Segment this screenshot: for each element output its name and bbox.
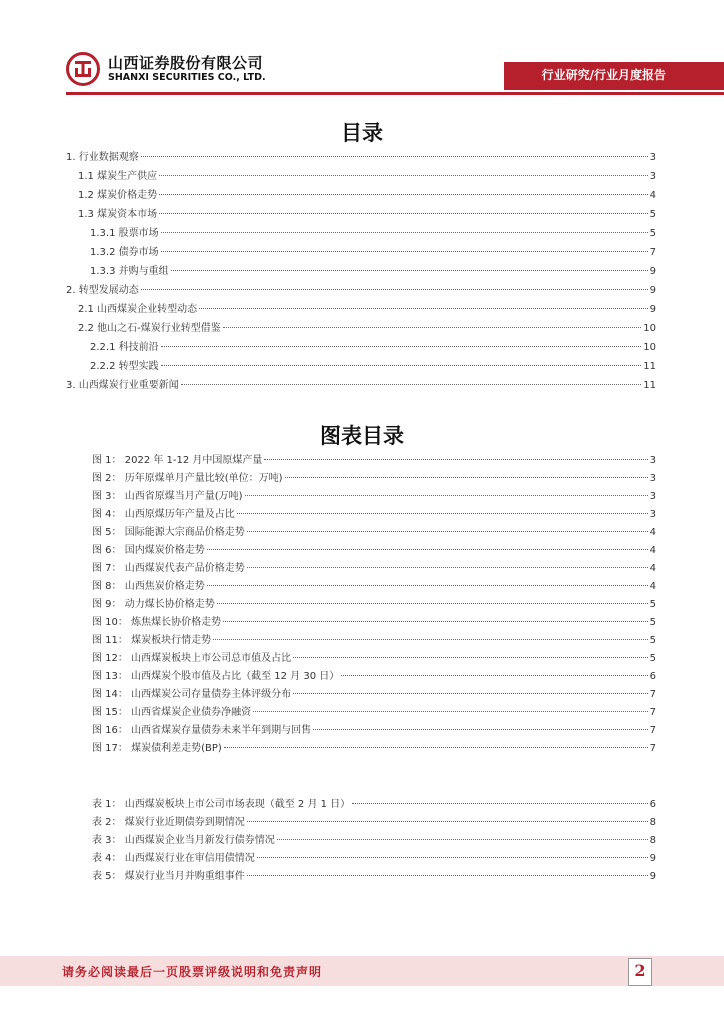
figure-entry-number: 图 12：	[92, 653, 128, 664]
dot-leader	[161, 251, 648, 252]
figure-entry[interactable]	[92, 489, 656, 505]
dot-leader	[285, 477, 648, 478]
figure-entry-number: 图 15：	[92, 707, 128, 718]
toc-entry[interactable]	[66, 378, 656, 394]
figure-entry-page: 3	[649, 491, 656, 502]
toc-entry[interactable]	[90, 340, 656, 356]
figure-entry-page: 7	[649, 725, 656, 736]
figure-entry-text: 山西煤炭个股市值及占比（截至 12 月 30 日）	[131, 671, 340, 682]
figure-entry[interactable]	[92, 543, 656, 559]
toc-entry-number: 1.	[66, 152, 76, 163]
figure-entry[interactable]	[92, 669, 656, 685]
toc-entry-number: 1.3.3	[90, 266, 116, 277]
figure-entry-number: 图 5：	[92, 527, 122, 538]
toc-entry-text: 煤炭资本市场	[97, 209, 158, 220]
dot-leader	[313, 729, 648, 730]
figure-entry[interactable]	[92, 507, 656, 523]
figure-entry-page: 4	[649, 563, 656, 574]
figure-entry[interactable]	[92, 597, 656, 613]
figure-entry-text: 动力煤长协价格走势	[124, 599, 215, 610]
figure-entry-text: 煤炭债利差走势(BP)	[131, 743, 222, 754]
figure-entry[interactable]	[92, 453, 656, 469]
dot-leader	[223, 327, 642, 328]
toc-entry-page: 10	[643, 323, 656, 334]
figure-entry-number: 图 1：	[92, 455, 122, 466]
figure-entry-text: 国际能源大宗商品价格走势	[124, 527, 245, 538]
dot-leader	[171, 270, 648, 271]
table-entry-page: 8	[649, 835, 656, 846]
dot-leader	[247, 567, 648, 568]
figure-entry-text: 山西煤炭板块上市公司总市值及占比	[131, 653, 292, 664]
figure-entry[interactable]	[92, 651, 656, 667]
figure-entry-number: 图 16：	[92, 725, 128, 736]
toc-entry[interactable]	[78, 169, 656, 185]
figure-entry[interactable]	[92, 687, 656, 703]
report-type-label: 行业研究/行业月度报告	[541, 68, 666, 82]
dot-leader	[293, 693, 648, 694]
figure-entry-number: 图 2：	[92, 473, 122, 484]
toc-entry-number: 1.1	[78, 171, 94, 182]
table-entry-text: 山西煤炭行业在审信用债情况	[124, 853, 255, 864]
toc-entry-text: 并购与重组	[118, 266, 169, 277]
table-entry[interactable]	[92, 815, 656, 831]
footer-disclaimer: 请务必阅读最后一页股票评级说明和免责声明	[62, 965, 323, 979]
figure-entry[interactable]	[92, 723, 656, 739]
table-entry[interactable]	[92, 833, 656, 849]
toc-entry-number: 2.2.1	[90, 342, 116, 353]
toc-entry[interactable]	[78, 188, 656, 204]
dot-leader	[237, 513, 648, 514]
dot-leader	[161, 365, 642, 366]
figure-entry-page: 4	[649, 581, 656, 592]
toc-entry-text: 转型实践	[118, 361, 159, 372]
figure-entry-page: 6	[649, 671, 656, 682]
dot-leader	[257, 857, 648, 858]
figure-entry-page: 5	[649, 599, 656, 610]
toc-entry-text: 股票市场	[118, 228, 159, 239]
figure-entry[interactable]	[92, 579, 656, 595]
toc-title: 目录	[341, 121, 383, 145]
figure-entry-page: 4	[649, 545, 656, 556]
toc-entry-text: 科技前沿	[118, 342, 159, 353]
toc-entry[interactable]	[78, 302, 656, 318]
figure-entry-number: 图 13：	[92, 671, 128, 682]
toc-entry-page: 9	[649, 266, 656, 277]
dot-leader	[141, 289, 648, 290]
company-logo-icon	[66, 52, 100, 86]
figure-entry-text: 山西省煤炭存量债券未来半年到期与回售	[131, 725, 312, 736]
toc-entry-number: 1.2	[78, 190, 94, 201]
toc-entry-number: 1.3.1	[90, 228, 116, 239]
dot-leader	[224, 747, 648, 748]
dot-leader	[293, 657, 648, 658]
figure-entry-text: 山西煤炭代表产品价格走势	[124, 563, 245, 574]
figure-entry-text: 历年原煤单月产量比较(单位：万吨)	[124, 473, 283, 484]
figure-entry-page: 7	[649, 689, 656, 700]
header-divider	[66, 92, 724, 95]
figure-entry-page: 3	[649, 509, 656, 520]
dot-leader	[253, 711, 648, 712]
toc-entry-text: 转型发展动态	[78, 285, 139, 296]
dot-leader	[264, 459, 647, 460]
toc-entry-page: 3	[649, 152, 656, 163]
toc-entry-number: 2.2.2	[90, 361, 116, 372]
toc-entry-number: 2.2	[78, 323, 94, 334]
dot-leader	[247, 821, 648, 822]
toc-entry-page: 11	[643, 380, 656, 391]
dot-leader	[161, 346, 642, 347]
figure-entry-number: 图 7：	[92, 563, 122, 574]
table-entry-number: 表 2：	[92, 817, 122, 828]
dot-leader	[352, 803, 647, 804]
figure-entry-number: 图 6：	[92, 545, 122, 556]
figure-entry-number: 图 14：	[92, 689, 128, 700]
table-entry-number: 表 5：	[92, 871, 122, 882]
toc-entry-number: 1.3.2	[90, 247, 116, 258]
figure-entry-text: 国内煤炭价格走势	[124, 545, 205, 556]
figure-entry-page: 4	[649, 527, 656, 538]
toc-entry-text: 煤炭生产供应	[97, 171, 158, 182]
dot-leader	[199, 308, 648, 309]
figure-entry-number: 图 11：	[92, 635, 128, 646]
dot-leader	[217, 603, 648, 604]
figure-entry-number: 图 17：	[92, 743, 128, 754]
dot-leader	[159, 194, 648, 195]
figure-entry[interactable]	[92, 705, 656, 721]
toc-entry[interactable]	[78, 207, 656, 223]
figure-entry[interactable]	[92, 615, 656, 631]
figure-entry-text: 2022 年 1-12 月中国原煤产量	[124, 455, 263, 466]
figure-entry-number: 图 8：	[92, 581, 122, 592]
figure-entry-text: 山西省原煤当月产量(万吨)	[124, 491, 243, 502]
toc-entry[interactable]	[78, 321, 656, 337]
figure-entry[interactable]	[92, 633, 656, 649]
figure-entry-page: 5	[649, 653, 656, 664]
figure-entry[interactable]	[92, 525, 656, 541]
dot-leader	[207, 585, 648, 586]
toc-entry[interactable]	[90, 264, 656, 280]
page-number: 2	[634, 961, 646, 980]
figure-entry-text: 山西原煤历年产量及占比	[124, 509, 235, 520]
figure-entry-text: 山西省煤炭企业债券净融资	[131, 707, 252, 718]
figure-entry-number: 图 9：	[92, 599, 122, 610]
figure-entry-page: 3	[649, 455, 656, 466]
toc-entry[interactable]	[66, 150, 656, 166]
toc-entry-text: 他山之石-煤炭行业转型借鉴	[97, 323, 221, 334]
toc-entry-page: 10	[643, 342, 656, 353]
figure-entry-page: 7	[649, 743, 656, 754]
figure-index-title: 图表目录	[320, 424, 404, 448]
table-entry-text: 煤炭行业近期债券到期情况	[124, 817, 245, 828]
toc-entry-number: 2.	[66, 285, 76, 296]
dot-leader	[341, 675, 647, 676]
figure-entry-page: 5	[649, 635, 656, 646]
dot-leader	[277, 839, 648, 840]
table-entry-page: 8	[649, 817, 656, 828]
toc-entry-text: 行业数据观察	[78, 152, 139, 163]
toc-entry-page: 9	[649, 285, 656, 296]
toc-entry[interactable]	[90, 226, 656, 242]
figure-entry[interactable]	[92, 561, 656, 577]
toc-entry-page: 11	[643, 361, 656, 372]
dot-leader	[245, 495, 648, 496]
toc-entry[interactable]	[90, 245, 656, 261]
table-entry-text: 山西煤炭企业当月新发行债券情况	[124, 835, 275, 846]
toc-entry-text: 山西煤炭企业转型动态	[97, 304, 198, 315]
dot-leader	[247, 531, 648, 532]
toc-entry-number: 1.3	[78, 209, 94, 220]
toc-entry-number: 3.	[66, 380, 76, 391]
figure-entry[interactable]	[92, 741, 656, 757]
toc-entry-page: 5	[649, 228, 656, 239]
table-entry-number: 表 3：	[92, 835, 122, 846]
figure-entry-page: 3	[649, 473, 656, 484]
dot-leader	[161, 232, 648, 233]
toc-entry-page: 5	[649, 209, 656, 220]
toc-entry-text: 山西煤炭行业重要新闻	[78, 380, 179, 391]
dot-leader	[159, 175, 648, 176]
toc-entry-page: 4	[649, 190, 656, 201]
figure-entry-text: 山西煤炭公司存量债券主体评级分布	[131, 689, 292, 700]
toc-entry-text: 债券市场	[118, 247, 159, 258]
table-entry-number: 表 4：	[92, 853, 122, 864]
table-entry-number: 表 1：	[92, 799, 122, 810]
table-entry-page: 9	[649, 853, 656, 864]
figure-entry-text: 炼焦煤长协价格走势	[131, 617, 222, 628]
figure-entry-page: 7	[649, 707, 656, 718]
figure-entry-number: 图 10：	[92, 617, 128, 628]
table-entry-page: 9	[649, 871, 656, 882]
company-name-cn: 山西证券股份有限公司	[108, 54, 264, 72]
page-header	[0, 0, 724, 96]
toc-entry-number: 2.1	[78, 304, 94, 315]
table-entry[interactable]	[92, 851, 656, 867]
dot-leader	[247, 875, 648, 876]
figure-entry-text: 煤炭板块行情走势	[131, 635, 212, 646]
toc-entry[interactable]	[66, 283, 656, 299]
dot-leader	[181, 384, 642, 385]
table-entry-page: 6	[649, 799, 656, 810]
dot-leader	[223, 621, 648, 622]
dot-leader	[159, 213, 648, 214]
toc-entry-page: 7	[649, 247, 656, 258]
figure-entry-text: 山西焦炭价格走势	[124, 581, 205, 592]
dot-leader	[141, 156, 648, 157]
table-entry[interactable]	[92, 869, 656, 885]
figure-entry-number: 图 4：	[92, 509, 122, 520]
figure-entry-number: 图 3：	[92, 491, 122, 502]
figure-entry-page: 5	[649, 617, 656, 628]
toc-entry-page: 3	[649, 171, 656, 182]
toc-entry[interactable]	[90, 359, 656, 375]
company-name-en: SHANXI SECURITIES CO., LTD.	[108, 72, 266, 83]
dot-leader	[213, 639, 648, 640]
toc-entry-text: 煤炭价格走势	[97, 190, 158, 201]
toc-entry-page: 9	[649, 304, 656, 315]
table-entry-text: 煤炭行业当月并购重组事件	[124, 871, 245, 882]
table-entry[interactable]	[92, 797, 656, 813]
figure-entry[interactable]	[92, 471, 656, 487]
dot-leader	[207, 549, 648, 550]
table-entry-text: 山西煤炭板块上市公司市场表现（截至 2 月 1 日）	[124, 799, 351, 810]
